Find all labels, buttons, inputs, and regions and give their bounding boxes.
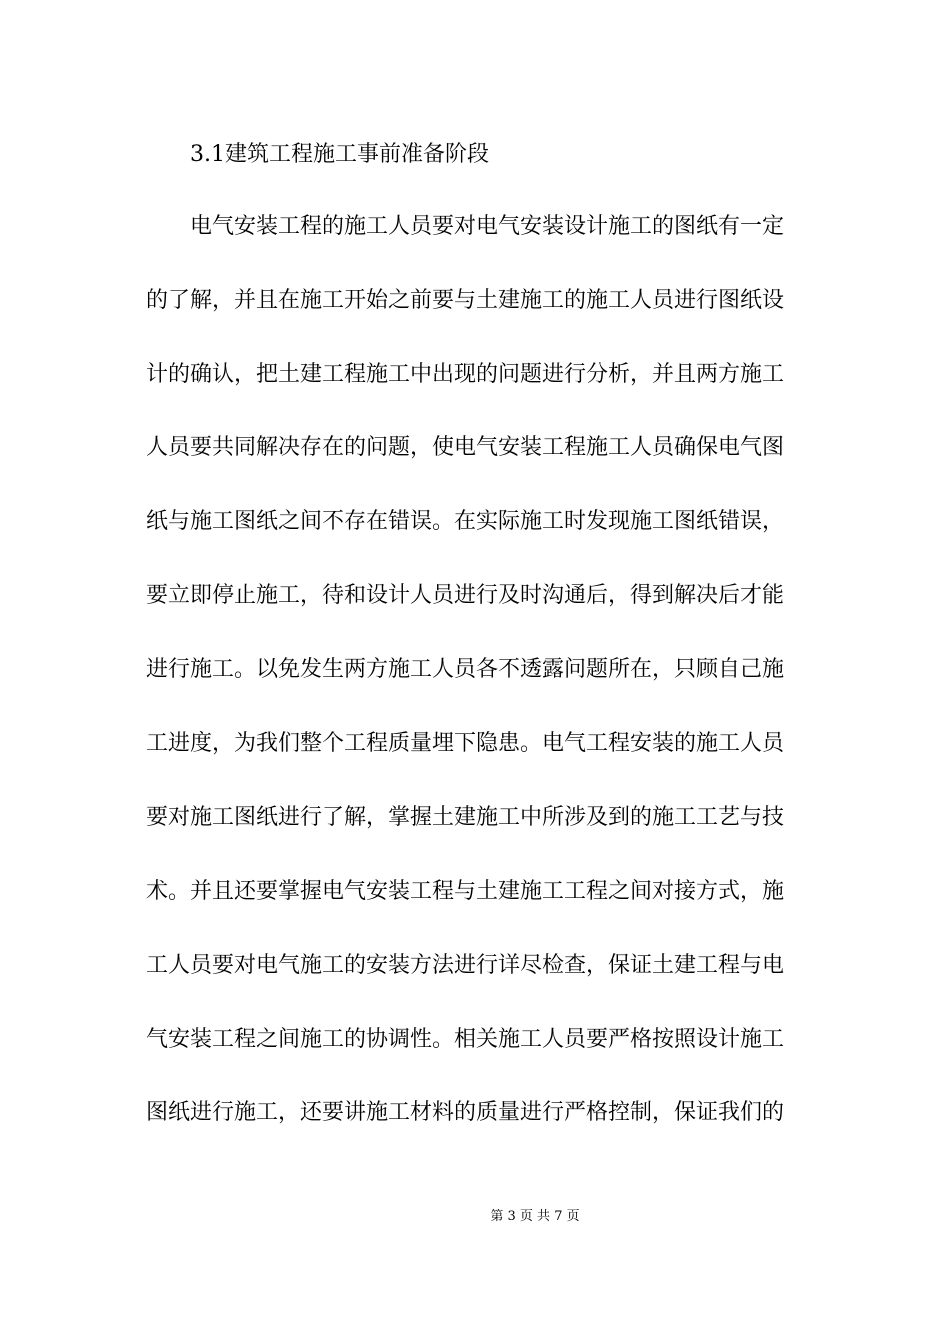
paragraph-line-1: 电气安装工程的施工人员要对电气安装设计施工的图纸有一定	[190, 214, 785, 239]
page-number-label: 第 3 页 共 7 页	[490, 1209, 580, 1224]
paragraph-line-12: 气安装工程之间施工的协调性。相关施工人员要严格按照设计施工	[146, 1027, 785, 1052]
paragraph-line-4: 人员要共同解决存在的问题，使电气安装工程施工人员确保电气图	[146, 435, 785, 460]
page-footer	[0, 1208, 950, 1226]
section-heading: 3.1建筑工程施工事前准备阶段	[190, 142, 489, 167]
paragraph-line-7: 进行施工。以免发生两方施工人员各不透露问题所在，只顾自己施	[146, 657, 785, 682]
paragraph-line-8: 工进度，为我们整个工程质量埋下隐患。电气工程安装的施工人员	[146, 731, 785, 756]
paragraph-line-10: 术。并且还要掌握电气安装工程与土建施工工程之间对接方式，施	[146, 879, 785, 904]
paragraph-line-11: 工人员要对电气施工的安装方法进行详尽检查，保证土建工程与电	[146, 953, 785, 978]
paragraph-line-5: 纸与施工图纸之间不存在错误。在实际施工时发现施工图纸错误，	[146, 509, 785, 534]
paragraph-line-2: 的了解，并且在施工开始之前要与土建施工的施工人员进行图纸设	[146, 288, 785, 313]
paragraph-line-6: 要立即停止施工，待和设计人员进行及时沟通后，得到解决后才能	[146, 583, 785, 608]
paragraph-line-13: 图纸进行施工，还要讲施工材料的质量进行严格控制，保证我们的	[146, 1100, 785, 1125]
paragraph-line-3: 计的确认，把土建工程施工中出现的问题进行分析，并且两方施工	[146, 362, 785, 387]
paragraph-line-9: 要对施工图纸进行了解，掌握土建施工中所涉及到的施工工艺与技	[146, 805, 785, 830]
